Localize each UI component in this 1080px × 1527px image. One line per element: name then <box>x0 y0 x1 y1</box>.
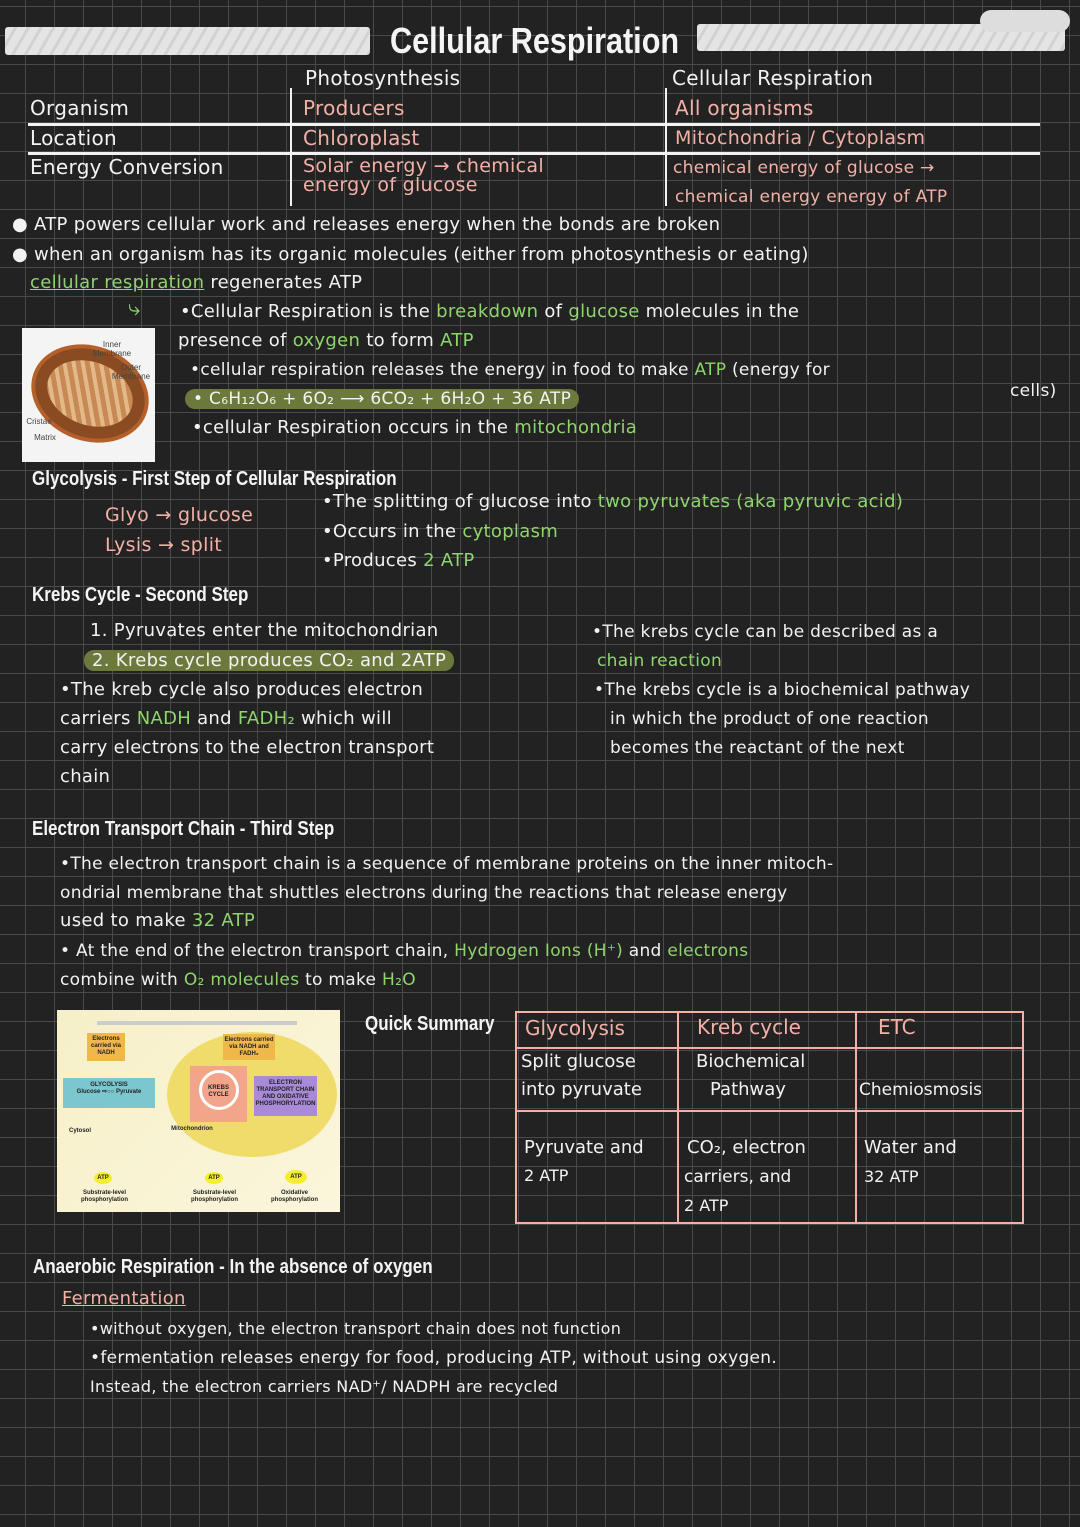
text-line: •cellular respiration releases the energy in food to make ATP (energy for <box>190 360 830 380</box>
term: cellular respiration <box>30 272 205 293</box>
arrow-icon: ⤷ <box>128 296 141 321</box>
label-cristae: Cristae <box>26 417 52 426</box>
text-line: cells) <box>1010 381 1057 401</box>
summary-cell: Pyruvate and <box>524 1137 644 1158</box>
text-line: •Cellular Respiration is the breakdown of glucose molecules in the <box>180 301 800 322</box>
cell: chemical energy of glucose → <box>673 158 935 178</box>
etc-box: ELECTRON TRANSPORT CHAIN AND OXIDATIVE PHOSPHORYLATION <box>254 1076 317 1116</box>
section-heading-anaerobic: Anaerobic Respiration - In the absence of oxygen <box>33 1256 433 1278</box>
cell: energy of glucose <box>303 174 478 196</box>
summary-cell: Water and <box>864 1137 957 1158</box>
quick-summary-label: Quick Summary <box>365 1013 495 1035</box>
text-line: ondrial membrane that shuttles electrons during the reactions that release energy <box>60 883 788 903</box>
text-line: carriers NADH and FADH₂ which will <box>60 708 392 729</box>
summary-cell: carriers, and <box>684 1167 792 1187</box>
mitochondrion-image <box>22 328 155 462</box>
row-label: Location <box>30 126 117 150</box>
summary-cell: 2 ATP <box>684 1196 729 1215</box>
text: regenerates ATP <box>204 272 363 293</box>
text-line: •The krebs cycle is a biochemical pathway <box>594 680 971 700</box>
text: ATP powers cellular work and releases energy when the bonds are broken <box>34 214 721 235</box>
respiration-diagram <box>57 1010 340 1212</box>
fermentation-label: Fermentation <box>62 1288 186 1309</box>
summary-cell: CO₂, electron <box>687 1137 806 1158</box>
table-divider <box>665 88 667 206</box>
decorative-tape-left <box>5 27 370 55</box>
cell: Mitochondria / Cytoplasm <box>675 127 926 149</box>
text-line: •The electron transport chain is a sequence of membrane proteins on the inner mitoch- <box>60 854 834 874</box>
text-line: chain reaction <box>597 651 723 671</box>
text-line: •cellular Respiration occurs in the mitochondria <box>192 417 638 438</box>
section-heading-krebs: Krebs Cycle - Second Step <box>32 584 249 606</box>
cell: Solar energy → chemical <box>303 155 544 177</box>
summary-cell: 32 ATP <box>864 1167 919 1186</box>
glyo-note: Glyo → glucose <box>105 504 254 526</box>
summary-cell: 2 ATP <box>524 1166 569 1185</box>
text-line: •The splitting of glucose into two pyruvates (aka pyruvic acid) <box>322 491 904 512</box>
decorative-tab <box>980 10 1070 32</box>
text-line: Instead, the electron carriers NAD⁺/ NADPH are recycled <box>90 1377 559 1396</box>
summary-header: Glycolysis <box>525 1016 625 1040</box>
summary-cell: Split glucose <box>521 1051 636 1072</box>
text-line: •The krebs cycle can be described as a <box>592 622 939 642</box>
atp-burst: ATP <box>205 1172 223 1184</box>
section-heading-etc: Electron Transport Chain - Third Step <box>32 818 335 840</box>
summary-header: Kreb cycle <box>697 1015 801 1039</box>
col-cellular-respiration: Cellular Respiration <box>672 66 874 90</box>
summary-table <box>515 1011 1024 1224</box>
lysis-note: Lysis → split <box>105 534 223 556</box>
equation-highlight: • C₆H₁₂O₆ + 6O₂ ⟶ 6CO₂ + 6H₂O + 36 ATP <box>185 389 579 409</box>
label-substrate-level: Substrate-level phosphorylation <box>191 1190 238 1203</box>
atp-burst: ATP <box>94 1172 112 1184</box>
text-line: combine with O₂ molecules to make H₂O <box>60 970 416 990</box>
cell: All organisms <box>675 96 814 120</box>
summary-header: ETC <box>878 1015 916 1039</box>
label-matrix: Matrix <box>34 433 56 442</box>
summary-cell: Pathway <box>710 1079 786 1100</box>
text-line: •Occurs in the cytoplasm <box>322 521 559 542</box>
summary-cell: into pyruvate <box>521 1079 642 1100</box>
summary-cell: Biochemical <box>696 1051 806 1072</box>
bullet-line: ● ATP powers cellular work and releases energy when the bonds are broken <box>12 214 721 235</box>
label-substrate-level: Substrate-level phosphorylation <box>81 1190 128 1203</box>
step-2: 2. Krebs cycle produces CO₂ and 2ATP <box>84 650 454 672</box>
text-line: •Produces 2 ATP <box>322 550 475 571</box>
cell: Producers <box>303 96 405 120</box>
row-label: Organism <box>30 96 130 120</box>
step-1: 1. Pyruvates enter the mitochondrian <box>90 620 439 641</box>
electrons-nadh-box: Electrons carried via NADH <box>87 1033 125 1061</box>
cell: Chloroplast <box>303 126 420 150</box>
text: when an organism has its organic molecules (either from photosynthesis or eating) <box>34 244 809 265</box>
row-label: Energy Conversion <box>30 155 224 179</box>
glycolysis-box: GLYCOLYSIS Glucose ⇨○○ Pyruvate <box>63 1078 155 1108</box>
text-line: •without oxygen, the electron transport chain does not function <box>90 1319 622 1338</box>
electrons-nadh-fadh-box: Electrons carried via NADH and FADH₂ <box>223 1034 275 1060</box>
bullet-line: ● when an organism has its organic molecules (either from photosynthesis or eating) <box>12 244 809 265</box>
text-line: chain <box>60 766 111 787</box>
label-mitochondrion: Mitochondrion <box>171 1126 213 1132</box>
text-line: presence of oxygen to form ATP <box>178 330 474 351</box>
table-divider <box>28 123 1040 126</box>
summary-cell: Chemiosmosis <box>859 1080 983 1100</box>
text-line: •The kreb cycle also produces electron <box>60 679 424 700</box>
equation <box>185 388 579 410</box>
table-divider <box>290 88 292 206</box>
text-line: used to make 32 ATP <box>60 910 256 931</box>
label-outer-membrane: Outer Membrane <box>111 363 151 381</box>
text-line: becomes the reactant of the next <box>610 738 905 758</box>
label-inner-membrane: Inner Membrane <box>92 340 132 358</box>
text-line: carry electrons to the electron transport <box>60 737 435 758</box>
bullet-line <box>30 272 362 294</box>
section-heading-glycolysis: Glycolysis - First Step of Cellular Respiration <box>32 468 397 490</box>
col-photosynthesis: Photosynthesis <box>305 66 461 90</box>
page-title: Cellular Respiration <box>390 20 680 61</box>
atp-burst: ATP <box>285 1170 307 1184</box>
cell: chemical energy energy of ATP <box>675 187 948 207</box>
text-line: •fermentation releases energy for food, producing ATP, without using oxygen. <box>90 1348 778 1368</box>
label-oxidative: Oxidative phosphorylation <box>271 1190 318 1203</box>
text-line: • At the end of the electron transport chain, Hydrogen Ions (H⁺) and electrons <box>60 941 749 961</box>
text-line: in which the product of one reaction <box>610 709 929 729</box>
krebs-box: KREBS CYCLE <box>190 1066 247 1122</box>
label-cytosol: Cytosol <box>68 1128 91 1134</box>
